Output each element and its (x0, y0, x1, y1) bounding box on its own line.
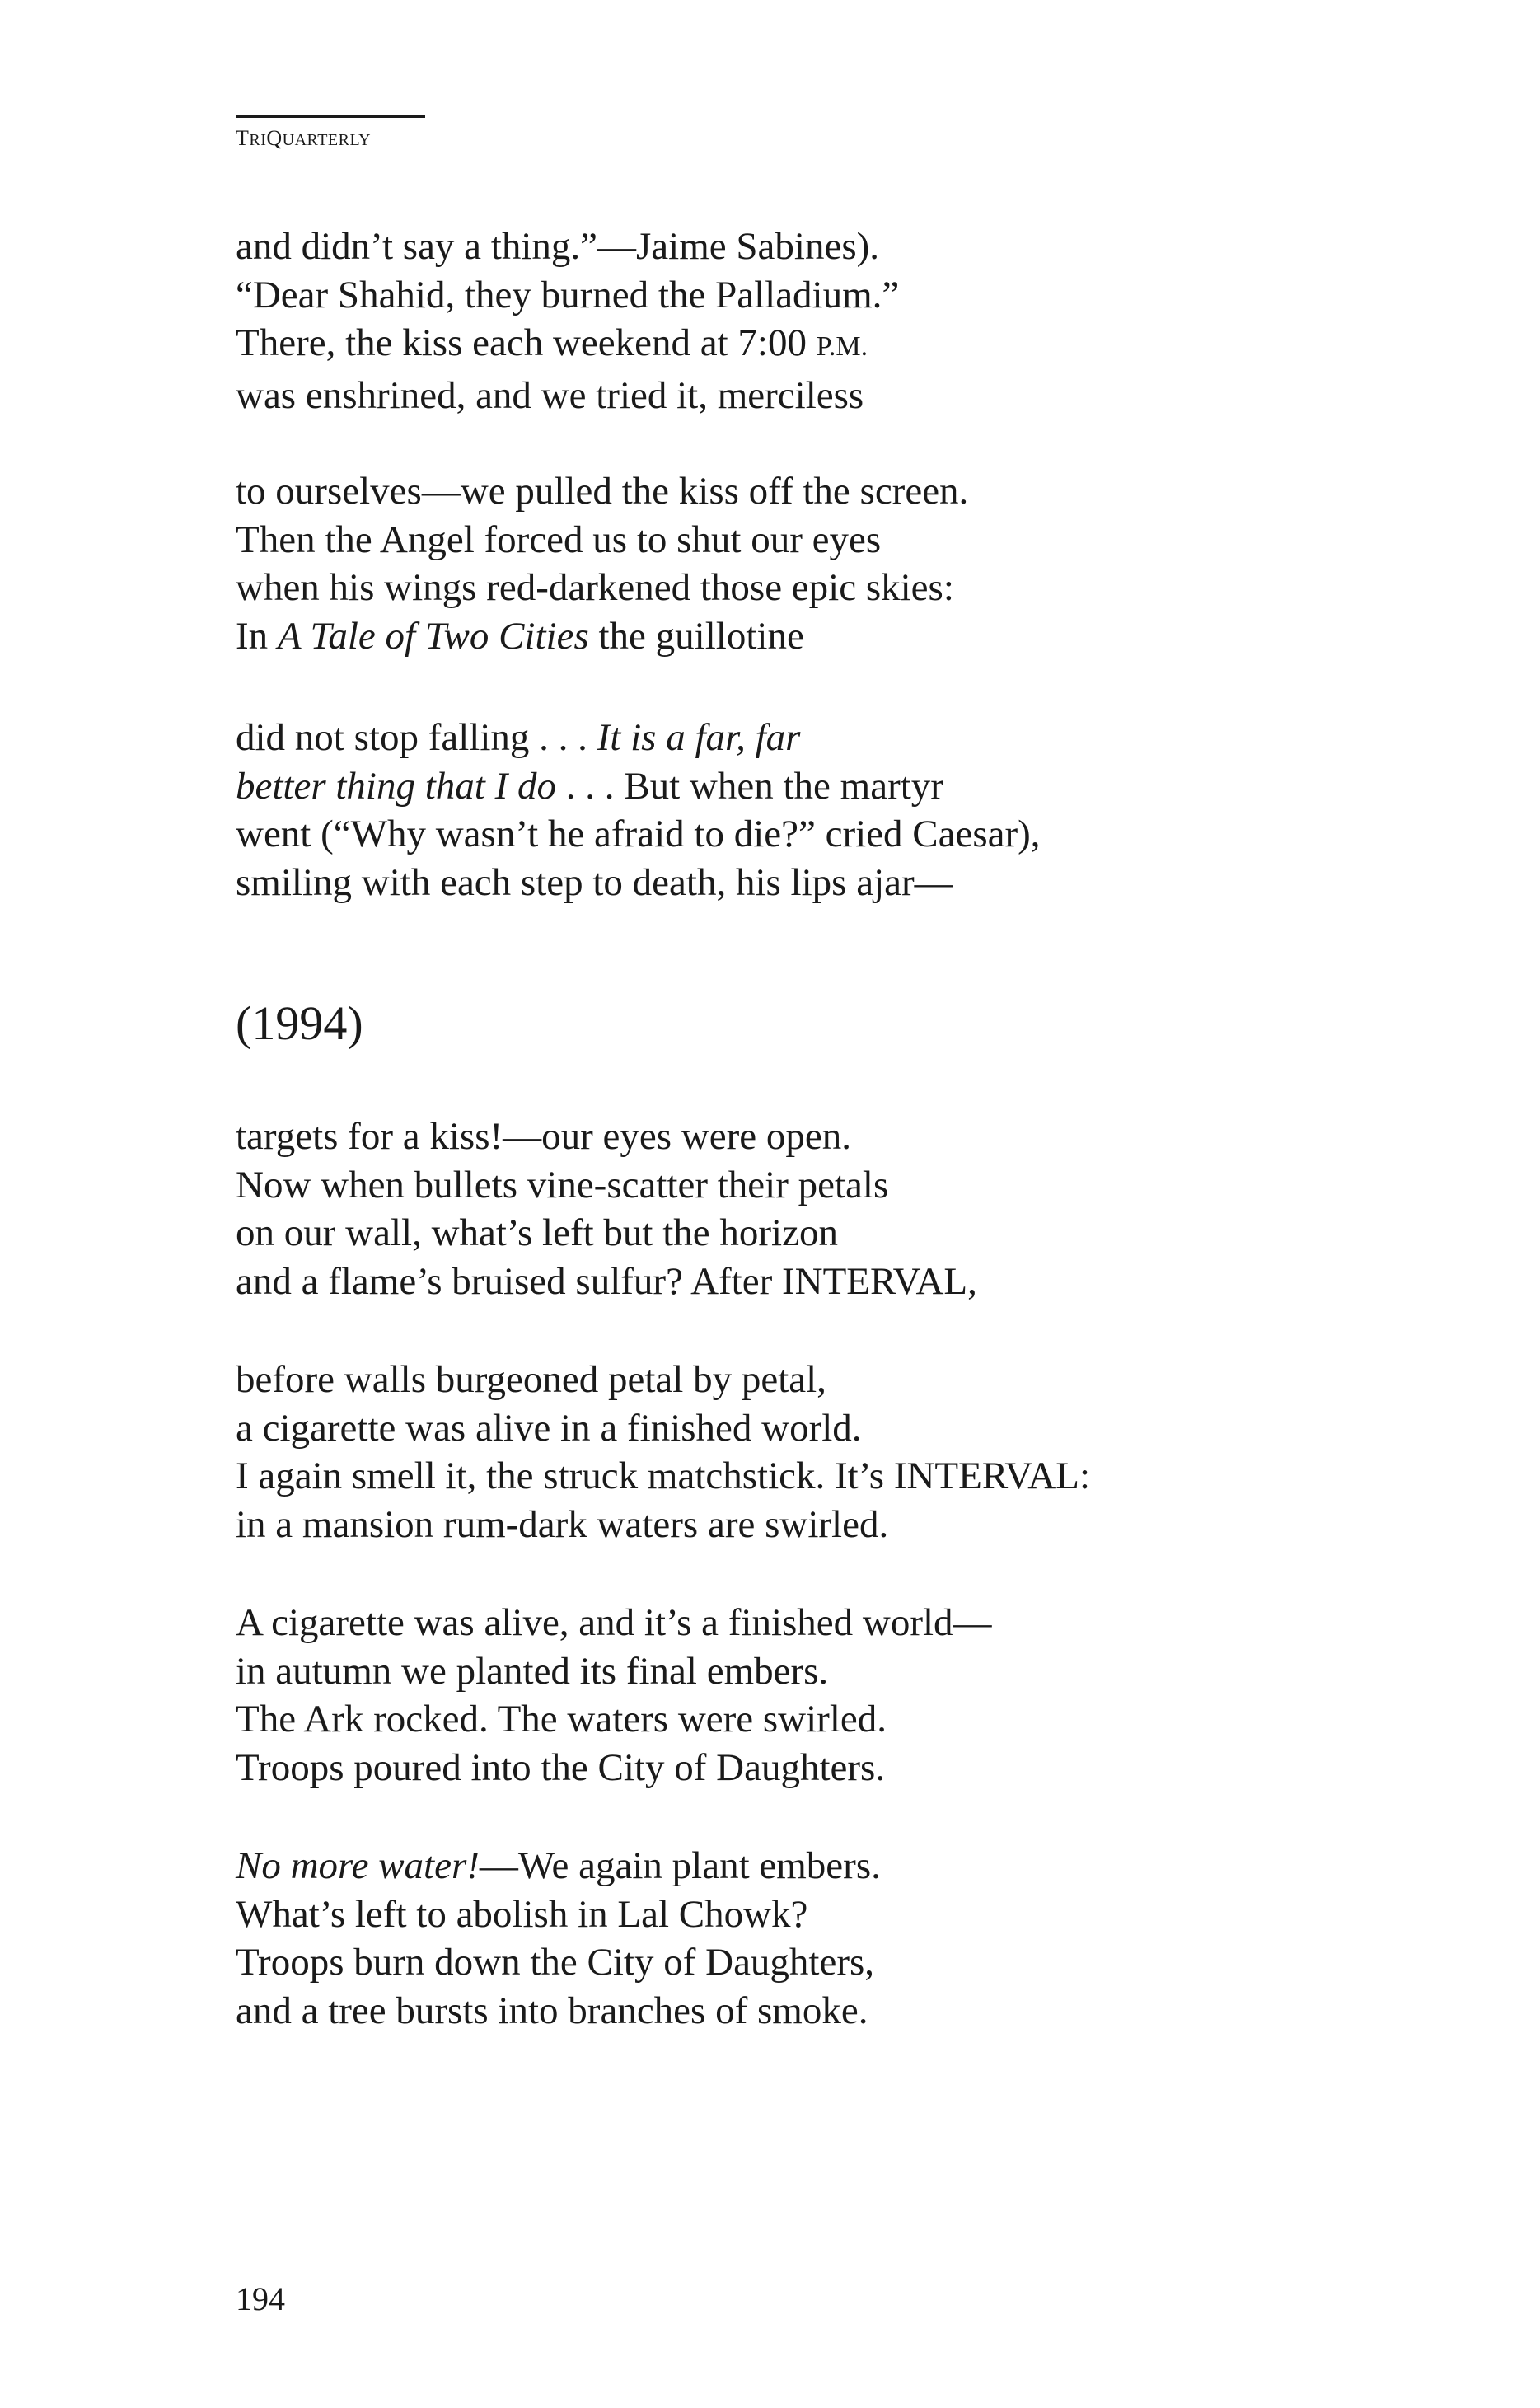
poem-line (236, 1842, 881, 1890)
poem-line (236, 319, 899, 372)
poem-line-text: did not stop falling . . . (236, 716, 597, 759)
poem-line: I again smell it, the struck matchstick. It’s INTERVAL: (236, 1455, 1091, 1497)
quoted-text: better thing that I do (236, 764, 557, 808)
quoted-text: No more water! (236, 1844, 480, 1887)
poem-line: when his wings red-darkened those epic skies: (236, 566, 954, 609)
poem-line: went (“Why wasn’t he afraid to die?” cried Caesar), (236, 813, 1041, 855)
journal-name-part: UARTERLY (282, 131, 372, 149)
poem-line: in autumn we planted its final embers. (236, 1649, 829, 1693)
poem-line: and a tree bursts into branches of smoke. (236, 1989, 868, 2032)
poem-line: before walls burgeoned petal by petal, (236, 1358, 826, 1401)
stanza-2 (236, 467, 968, 660)
poem-line: a cigarette was alive in a finished world. (236, 1406, 862, 1450)
poem-line: Troops poured into the City of Daughters. (236, 1745, 886, 1789)
poem-line: The Ark rocked. The waters were swirled. (236, 1698, 887, 1740)
poem-line-text: In (236, 614, 278, 658)
poem-line: Troops burn down the City of Daughters, (236, 1941, 875, 1984)
stanza-7 (236, 1842, 881, 2035)
running-header (236, 115, 425, 151)
stanza-6 (236, 1599, 992, 1792)
stanza-4 (236, 1113, 977, 1305)
journal-name (236, 126, 371, 150)
poem-line: Now when bullets vine-scatter their petals (236, 1163, 889, 1206)
poem-line (236, 612, 968, 661)
poem-line: was enshrined, and we tried it, merciless (236, 373, 864, 417)
poem-line: targets for a kiss!—our eyes were open. (236, 1115, 851, 1158)
poem-line: in a mansion rum-dark waters are swirled. (236, 1502, 889, 1546)
book-title: A Tale of Two Cities (277, 614, 589, 658)
poem-line-text: the guillotine (588, 614, 804, 658)
poem-line: and a flame’s bruised sulfur? After INTERVAL, (236, 1259, 977, 1303)
poem-line: Then the Angel forced us to shut our eyes (236, 518, 882, 561)
stanza-1 (236, 223, 899, 419)
stanza-5 (236, 1356, 1090, 1548)
poem-line: “Dear Shahid, they burned the Palladium.” (236, 273, 900, 316)
section-year: (1994) (236, 996, 363, 1050)
journal-name-part: Q (266, 126, 283, 150)
poem-line: to ourselves—we pulled the kiss off the screen. (236, 470, 969, 513)
poem-line: on our wall, what’s left but the horizon (236, 1211, 838, 1254)
poem-line-text: . . . But when the martyr (556, 764, 943, 808)
poem-line: What’s left to abolish in Lal Chowk? (236, 1892, 808, 1936)
poem-line: A cigarette was alive, and it’s a finished world— (236, 1601, 992, 1644)
time-suffix: P.M. (816, 331, 868, 362)
poem-line: smiling with each step to death, his lips ajar— (236, 860, 953, 904)
poem-line-text: There, the kiss each weekend at 7:00 (236, 321, 817, 364)
journal-name-part: RI (249, 131, 267, 149)
page-number: 194 (236, 2280, 285, 2317)
poem-line-text: —We again plant embers. (479, 1844, 881, 1887)
poem-line: and didn’t say a thing.”—Jaime Sabines). (236, 225, 880, 268)
poem-line (236, 762, 1041, 811)
journal-name-part: T (236, 126, 250, 150)
poem-line (236, 714, 1041, 762)
quoted-text: It is a far, far (597, 716, 801, 759)
stanza-3 (236, 714, 1041, 907)
